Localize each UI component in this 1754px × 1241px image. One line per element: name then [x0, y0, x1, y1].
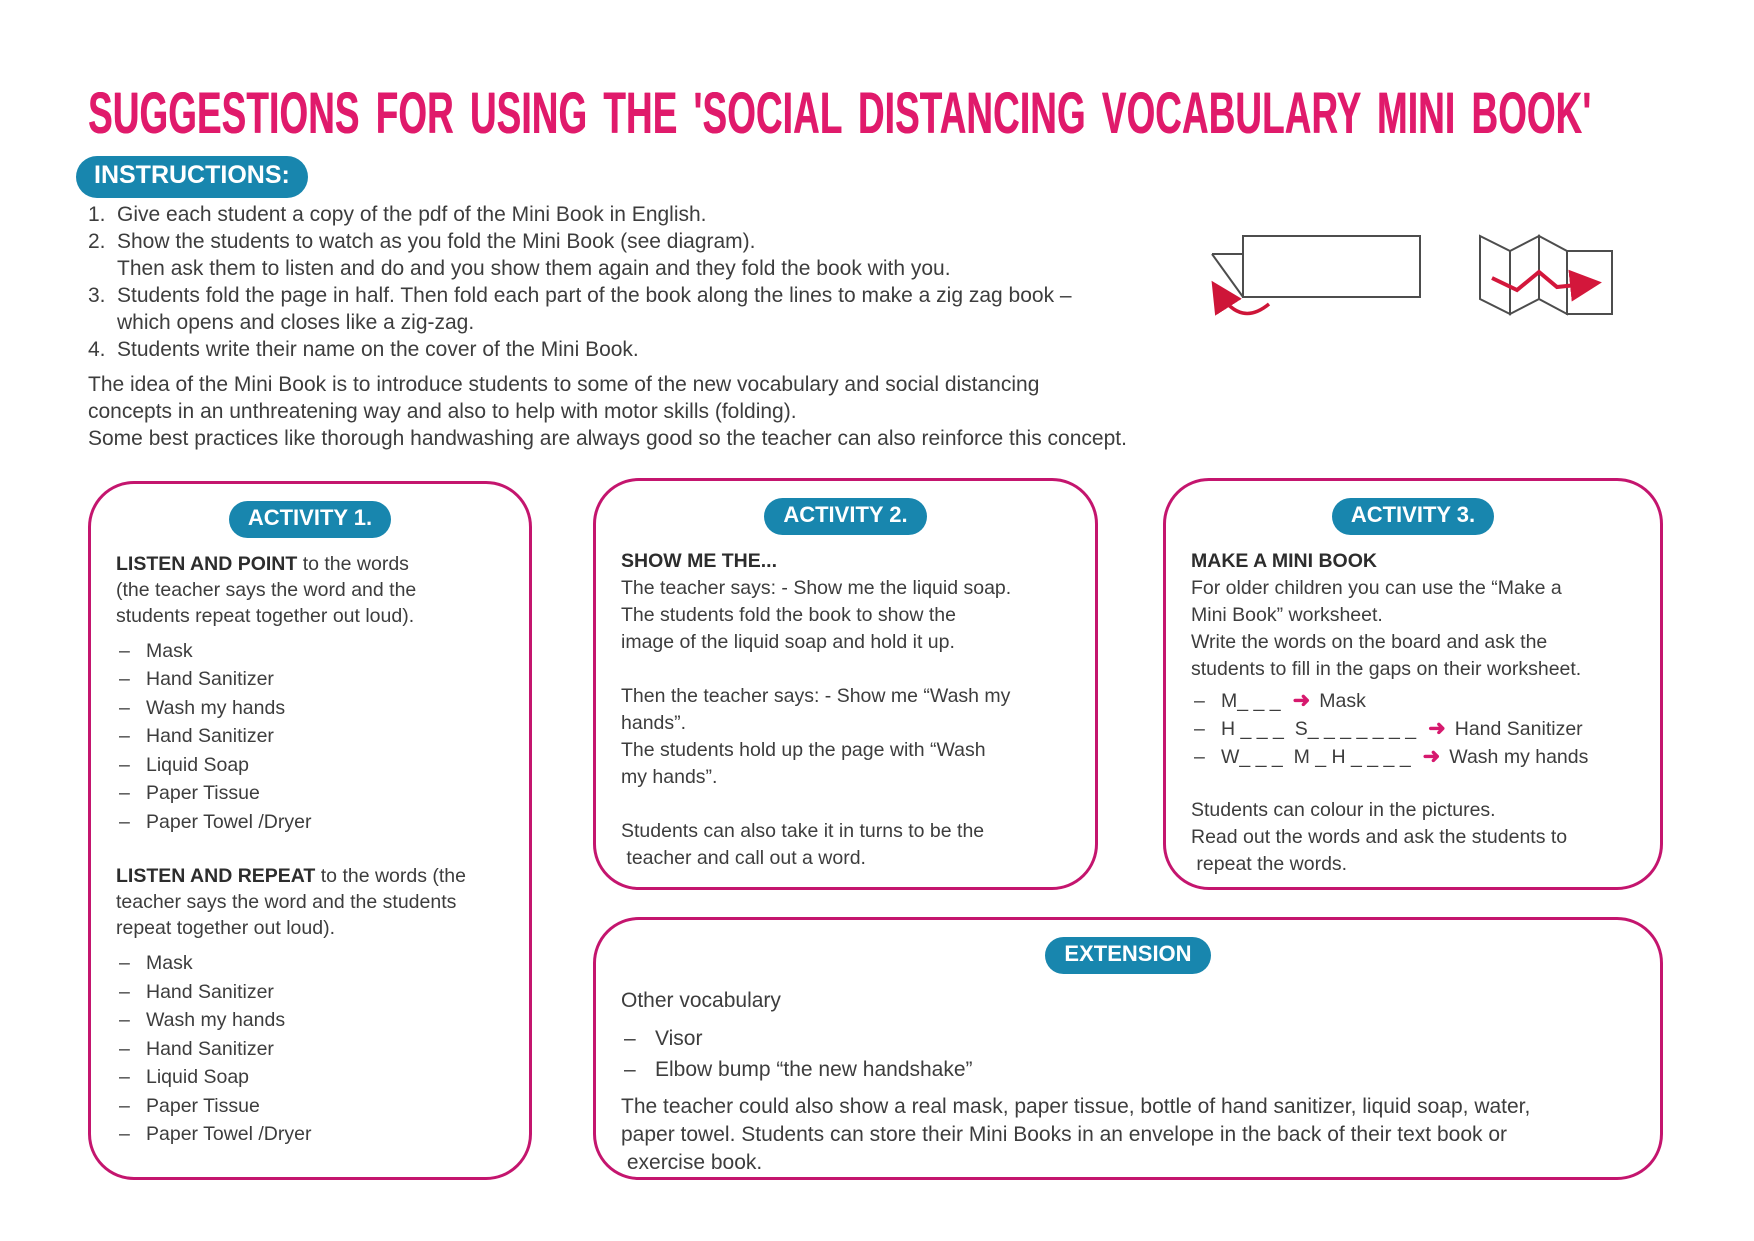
- list-dash: –: [1194, 745, 1205, 768]
- list-dash: –: [1194, 689, 1205, 712]
- word-list-item: [116, 1035, 511, 1064]
- list-dash: –: [119, 980, 130, 1003]
- activity2-badge-row: [596, 498, 1095, 535]
- word-list-item: [116, 694, 511, 723]
- activity3-box: [1163, 478, 1663, 890]
- page-title: SUGGESTIONS FOR USING THE 'SOCIAL DISTANCING VOCABULARY MINI BOOK': [88, 81, 1592, 146]
- word-label: Mask: [146, 639, 193, 662]
- extension-vocab-list: [621, 1023, 1640, 1085]
- instruction-text: Then ask them to listen and do and you show them again and they fold the book with you.: [117, 257, 951, 280]
- word-list-1: [116, 637, 511, 837]
- text-line: The teacher could also show a real mask, paper tissue, bottle of hand sanitizer, liquid soap, water,: [621, 1094, 1531, 1118]
- list-dash: –: [119, 810, 130, 833]
- activity2-paragraph-1: [621, 575, 1077, 656]
- gap-text: M_ _ _: [1221, 689, 1281, 712]
- activity2-badge: ACTIVITY 2.: [764, 498, 926, 535]
- spacer: [621, 791, 1077, 818]
- right-arrow-icon: ➜: [1292, 688, 1311, 712]
- list-dash: –: [119, 639, 130, 662]
- activity2-paragraph-3: [621, 818, 1077, 872]
- extension-box: [593, 917, 1663, 1180]
- word-label: Liquid Soap: [146, 1066, 250, 1088]
- instruction-number: [88, 309, 117, 336]
- spacer: [116, 836, 511, 863]
- activity2-body: [596, 535, 1095, 872]
- zigzag-book-diagram: [1472, 226, 1632, 326]
- gap-fill-item: [1191, 687, 1642, 715]
- list-dash: –: [624, 1057, 636, 1081]
- activity3-badge-row: [1166, 498, 1660, 535]
- text-line: image of the liquid soap and hold it up.: [621, 630, 955, 653]
- word-list-item: [116, 978, 511, 1007]
- word-label: Hand Sanitizer: [146, 1037, 274, 1060]
- list-dash: –: [624, 1026, 636, 1050]
- gap-text: W_ _ _ M _ H _ _ _ _: [1221, 745, 1411, 768]
- instruction-row: [88, 282, 1072, 309]
- word-list-item: [116, 808, 511, 837]
- text-line: exercise book.: [621, 1150, 763, 1174]
- word-list-item: [116, 1092, 511, 1121]
- extension-body: [596, 974, 1660, 1177]
- text-line: repeat the words.: [1191, 852, 1348, 875]
- intro-paragraph: [88, 371, 1127, 452]
- word-list-item: [116, 637, 511, 666]
- instruction-number: 4.: [88, 338, 106, 361]
- list-dash: –: [119, 782, 130, 804]
- activity1-box: [88, 481, 532, 1180]
- text-line: (the teacher says the word and the: [116, 578, 417, 601]
- word-label: Wash my hands: [146, 1009, 286, 1031]
- gap-fill-item: [1191, 715, 1642, 743]
- gap-answer: Mask: [1319, 689, 1366, 712]
- gap-fill-list: [1191, 687, 1642, 771]
- activity3-body: [1166, 535, 1660, 878]
- instructions-badge: INSTRUCTIONS:: [76, 156, 308, 198]
- text-line: The students fold the book to show the: [621, 603, 956, 626]
- spacer: [1191, 771, 1642, 797]
- activity3-paragraph-2: [1191, 797, 1642, 878]
- right-arrow-icon: ➜: [1428, 716, 1446, 740]
- list-dash: –: [119, 1037, 130, 1060]
- word-label: Paper Tissue: [146, 1094, 260, 1117]
- instructions-list: [88, 201, 1072, 363]
- instruction-row: [88, 309, 1072, 336]
- instruction-text: Give each student a copy of the pdf of the Mini Book in English.: [117, 203, 707, 226]
- vocab-label: Visor: [655, 1026, 703, 1050]
- word-list-item: [116, 1063, 511, 1092]
- instruction-text: Students fold the page in half. Then fold each part of the book along the lines to make a zig zag book –: [117, 284, 1072, 307]
- extension-intro: Other vocabulary: [621, 988, 781, 1012]
- word-label: Mask: [146, 952, 193, 974]
- show-me-the-bold: SHOW ME THE...: [621, 549, 777, 572]
- instruction-row: [88, 336, 1072, 363]
- vocab-list-item: [621, 1054, 1640, 1085]
- listen-and-point-bold: LISTEN AND POINT: [116, 552, 298, 575]
- list-dash: –: [119, 1009, 130, 1031]
- word-label: Paper Tissue: [146, 782, 260, 804]
- word-list-item: [116, 1120, 511, 1149]
- gap-answer: Hand Sanitizer: [1454, 717, 1583, 740]
- listen-and-point-heading: [116, 551, 511, 577]
- list-dash: –: [119, 1123, 130, 1145]
- text-line: Write the words on the board and ask the: [1191, 630, 1548, 653]
- paragraph-line: concepts in an unthreatening way and also to help with motor skills (folding).: [88, 400, 797, 423]
- activity2-box: [593, 478, 1098, 890]
- text-line: For older children you can use the “Make a: [1191, 576, 1562, 599]
- activity1-badge: ACTIVITY 1.: [229, 501, 391, 538]
- gap-text: H _ _ _ S_ _ _ _ _ _ _: [1221, 717, 1417, 740]
- word-label: Paper Towel /Dryer: [146, 1123, 312, 1145]
- make-a-mini-book-heading: [1191, 548, 1642, 575]
- text-line: The teacher says: - Show me the liquid soap.: [621, 576, 1012, 599]
- list-dash: –: [119, 1094, 130, 1117]
- text-line: students repeat together out loud).: [116, 604, 415, 627]
- activity3-badge: ACTIVITY 3.: [1332, 498, 1494, 535]
- word-label: Paper Towel /Dryer: [146, 810, 312, 833]
- listen-and-repeat-bold: LISTEN AND REPEAT: [116, 865, 316, 887]
- text-line: The students hold up the page with “Wash: [621, 738, 986, 761]
- extension-badge: EXTENSION: [1045, 937, 1210, 974]
- text-line: my hands”.: [621, 765, 718, 788]
- listen-and-repeat-lines: [116, 889, 511, 941]
- word-label: Hand Sanitizer: [146, 980, 274, 1003]
- text-line: teacher says the word and the students: [116, 891, 457, 913]
- listen-and-repeat-heading: [116, 863, 511, 889]
- text-line: Mini Book” worksheet.: [1191, 603, 1383, 626]
- vocab-label: Elbow bump “the new handshake”: [655, 1057, 973, 1081]
- right-arrow-icon: ➜: [1422, 744, 1441, 768]
- instruction-number: 2.: [88, 230, 106, 253]
- gap-answer: Wash my hands: [1449, 745, 1589, 768]
- listen-and-point-lines: [116, 577, 511, 629]
- instruction-text: Show the students to watch as you fold the Mini Book (see diagram).: [117, 230, 756, 253]
- list-dash: –: [119, 1066, 130, 1088]
- word-label: Hand Sanitizer: [146, 668, 274, 690]
- text-line: teacher and call out a word.: [621, 846, 866, 869]
- text-line: Read out the words and ask the students to: [1191, 825, 1568, 848]
- word-list-item: [116, 751, 511, 780]
- list-dash: –: [119, 725, 130, 747]
- extension-paragraph: [621, 1093, 1640, 1177]
- text-line: students to fill in the gaps on their worksheet.: [1191, 657, 1582, 680]
- list-dash: –: [119, 668, 130, 690]
- listen-and-repeat-rest: to the words (the: [315, 865, 467, 887]
- word-list-item: [116, 1006, 511, 1035]
- gap-fill-item: [1191, 743, 1642, 771]
- instruction-text: which opens and closes like a zig-zag.: [117, 311, 475, 334]
- paragraph-line: The idea of the Mini Book is to introduce students to some of the new vocabulary and social distancing: [88, 373, 1040, 396]
- show-me-the-heading: [621, 548, 1077, 575]
- activity1-body: [91, 538, 529, 1149]
- vocab-list-item: [621, 1023, 1640, 1054]
- word-list-item: [116, 779, 511, 808]
- instruction-row: [88, 255, 1072, 282]
- text-line: Students can colour in the pictures.: [1191, 798, 1496, 821]
- instruction-row: [88, 201, 1072, 228]
- word-list-item: [116, 949, 511, 978]
- list-dash: –: [119, 696, 130, 719]
- list-dash: –: [119, 753, 130, 776]
- fold-diagram: [1195, 224, 1445, 344]
- text-line: hands”.: [621, 711, 687, 734]
- list-dash: –: [1194, 717, 1205, 740]
- spacer: [621, 656, 1077, 683]
- activity3-paragraph-1: [1191, 575, 1642, 683]
- word-list-item: [116, 665, 511, 694]
- word-label: Hand Sanitizer: [146, 725, 274, 747]
- extension-badge-row: [596, 937, 1660, 974]
- make-a-mini-book-bold: MAKE A MINI BOOK: [1191, 549, 1377, 572]
- text-line: paper towel. Students can store their Mini Books in an envelope in the back of their text book or: [621, 1122, 1508, 1146]
- word-list-2: [116, 949, 511, 1149]
- word-list-item: [116, 722, 511, 751]
- instruction-number: [88, 255, 117, 282]
- instruction-text: Students write their name on the cover of the Mini Book.: [117, 338, 639, 361]
- text-line: repeat together out loud).: [116, 917, 335, 939]
- list-dash: –: [119, 952, 130, 974]
- instruction-number: 1.: [88, 203, 106, 226]
- paragraph-line: Some best practices like thorough handwashing are always good so the teacher can also reinforce this concept.: [88, 427, 1127, 450]
- instruction-row: [88, 228, 1072, 255]
- activity2-paragraph-2: [621, 683, 1077, 791]
- word-label: Liquid Soap: [146, 753, 250, 776]
- listen-and-point-rest: to the words: [297, 552, 409, 575]
- activity1-badge-row: [91, 501, 529, 538]
- instruction-number: 3.: [88, 284, 106, 307]
- text-line: Students can also take it in turns to be the: [621, 819, 985, 842]
- text-line: Then the teacher says: - Show me “Wash my: [621, 684, 1011, 707]
- word-label: Wash my hands: [146, 696, 286, 719]
